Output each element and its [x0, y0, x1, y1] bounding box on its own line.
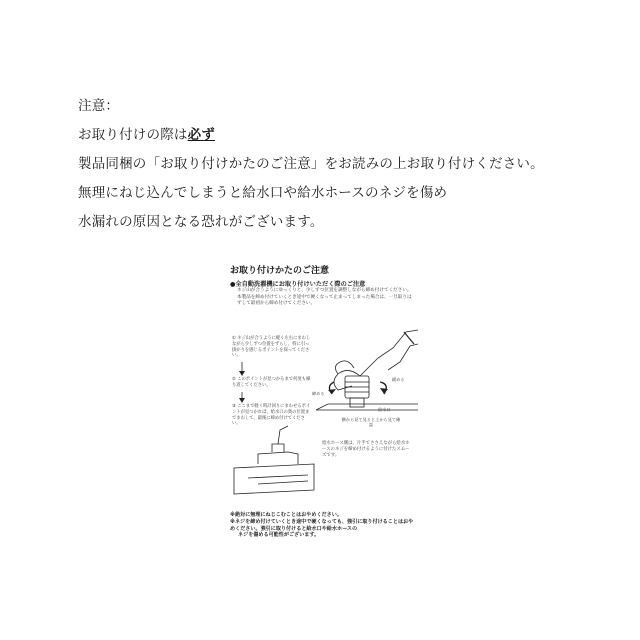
- notice-line-1-text: お取り付けの際は: [78, 127, 188, 143]
- guide-intro: ネジ山が合うようにゆっくりと、少しずつ位置を調整しながら締め付けてください。本製品を締め付けていくとき途中で硬くなって止まってしまった場合は、一旦取りはずして最初から締め付けてください。: [237, 288, 412, 307]
- loosen-arrowhead: [380, 388, 388, 394]
- guide-warnings: [230, 512, 418, 539]
- warning-2: ※ネジを締め付けていくとき途中で硬くなっても、強引に取り付けることはおやめください。強引に取り付けると給水口や給水ホースの: [230, 518, 414, 532]
- warning-1: ※絶対に無理にねじこむことはおやめください。: [230, 512, 342, 518]
- notice-line-2: 製品同梱の「お取り付けかたのご注意」をお読みの上お取り付けください。: [78, 156, 544, 172]
- guide-title: お取り付けかたのご注意: [230, 266, 330, 276]
- watch-band: [404, 332, 414, 344]
- step-arrowhead-1: [239, 371, 245, 376]
- valve-label: 給水口: [378, 407, 391, 412]
- guide-step-1: ① ネジ山が合うように軽く左右にまわしながら少しずつ位置をずらし、特に引っ掛かりを感じるポイントを探ってください。: [232, 336, 311, 359]
- warning-3: ネジを傷める可能性がございます。: [238, 532, 320, 539]
- guide-heading: ●全自動洗濯機にお取り付けいただく際のご注意: [230, 281, 366, 288]
- connector-neck: [350, 398, 364, 407]
- machine-lid: [234, 464, 314, 494]
- notice-line-4: 水漏れの原因となる恐れがございます。: [78, 214, 324, 230]
- notice-line-1: [78, 121, 544, 150]
- hose-fitting: [272, 444, 284, 452]
- hose-note: 給水ホース側は、片手でささえながら給水ホースのネジを締め付けるように付けたスムーズです。: [322, 441, 410, 458]
- guide-step-2: ② このポイントが見つかるまで何度も繰り返してください。: [232, 377, 311, 388]
- notice-line-3: 無理にねじ込んでしまうと給水口や給水ホースのネジを傷め: [78, 185, 448, 201]
- notice-label: 注意：: [78, 98, 120, 114]
- notice-emphasis: 必ず: [187, 127, 216, 143]
- hose-coupling: [258, 452, 298, 464]
- view-caption: 横から見て見ると上から見て確認: [341, 417, 401, 428]
- finger-outline: [335, 361, 354, 374]
- installation-notice: [78, 92, 544, 237]
- loosen-label: 緩める: [392, 377, 405, 382]
- guide-step-3: ③ ここまで軽く時計回りにまわせるポイントが見つかれば、給水口の奥の位置までまわして、最後に締め付けてください。: [232, 404, 311, 427]
- tighten-label: 締める: [312, 391, 325, 396]
- hose-line: [278, 426, 288, 444]
- machine-top: [316, 404, 418, 410]
- installation-guide-image: [228, 258, 418, 548]
- step-arrowhead-2: [239, 398, 245, 403]
